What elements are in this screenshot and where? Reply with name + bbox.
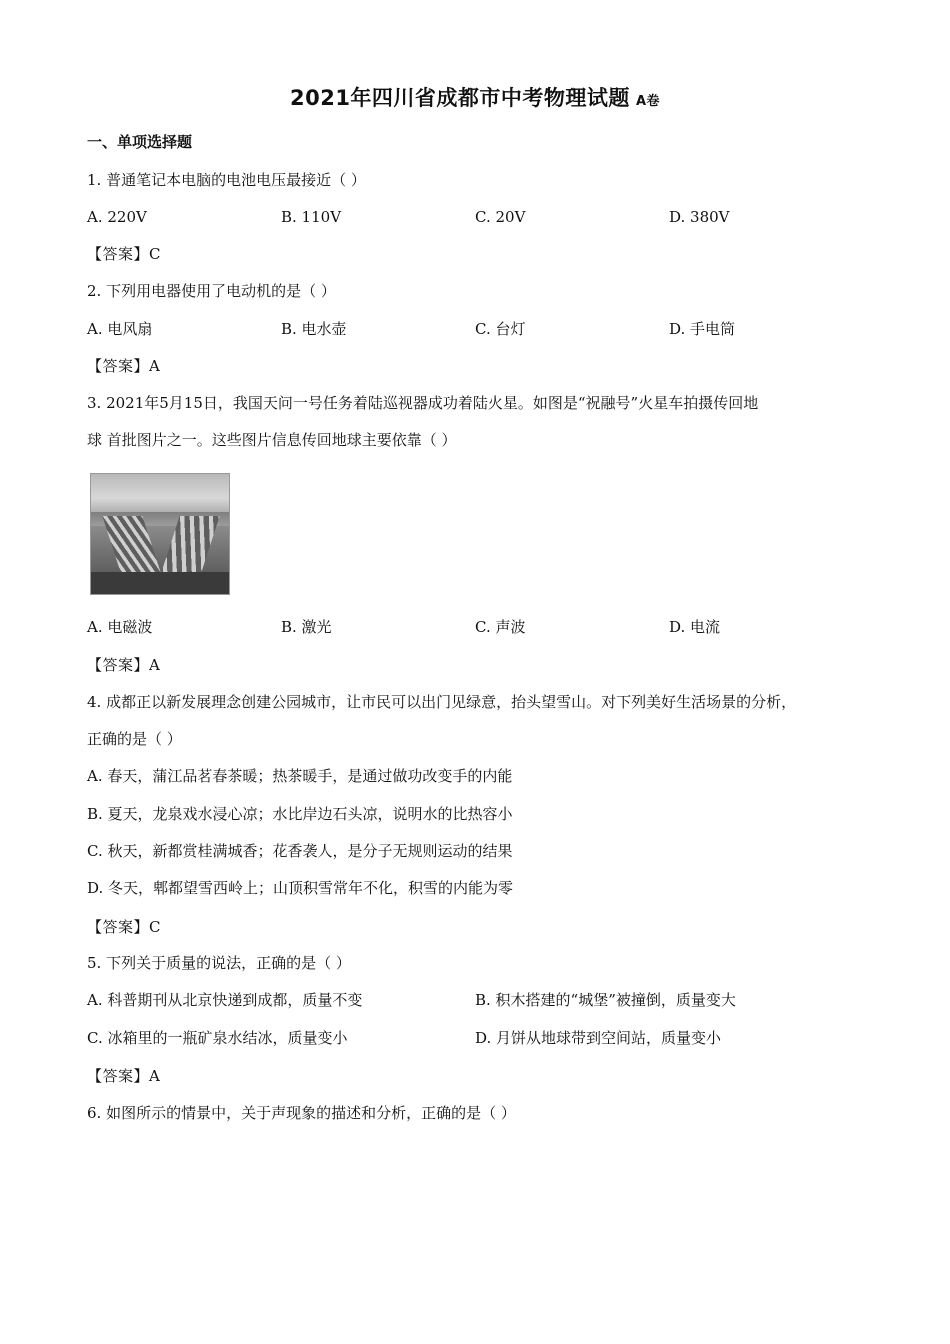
title-main: 2021年四川省成都市中考物理试题 [289,86,630,110]
question-2-answer: 【答案】A [87,357,161,375]
question-3-option-c: C. 声波 [475,618,526,636]
question-2-option-a: A. 电风扇 [87,320,153,338]
question-1-answer: 【答案】C [87,245,161,263]
question-4-option-b: B. 夏天，龙泉戏水浸心凉；水比岸边石头凉，说明水的比热容小 [87,805,513,823]
question-5-stem: 5. 下列关于质量的说法，正确的是（ ） [87,954,351,972]
question-4-stem-line-2: 正确的是（ ） [87,730,182,748]
question-6-stem: 6. 如图所示的情景中，关于声现象的描述和分析，正确的是（ ） [87,1104,516,1122]
question-5-option-a: A. 科普期刊从北京快递到成都，质量不变 [87,991,363,1009]
question-1-option-b: B. 110V [281,208,342,226]
question-4-answer: 【答案】C [87,918,161,936]
question-4-option-d: D. 冬天，郫都望雪西岭上；山顶积雪常年不化，积雪的内能为零 [87,879,514,897]
question-5-option-b: B. 积木搭建的“城堡”被撞倒，质量变大 [475,991,736,1009]
question-3-option-a: A. 电磁波 [87,618,153,636]
question-3-stem-line-2: 球 首批图片之一。这些图片信息传回地球主要依靠（ ） [87,431,457,449]
question-1-option-d: D. 380V [669,208,730,226]
document-title [0,82,950,112]
question-5-option-d: D. 月饼从地球带到空间站，质量变小 [475,1029,722,1047]
question-3-option-b: B. 激光 [281,618,332,636]
question-3-stem-line-1: 3. 2021年5月15日，我国天问一号任务着陆巡视器成功着陆火星。如图是“祝融号”火星车拍摄传回地 [87,394,759,412]
question-5-answer: 【答案】A [87,1067,161,1085]
question-3-option-d: D. 电流 [669,618,721,636]
section-heading: 一、单项选择题 [87,133,193,151]
question-1-option-c: C. 20V [475,208,526,226]
question-1-stem: 1. 普通笔记本电脑的电池电压最接近（ ） [87,171,366,189]
question-1-option-a: A. 220V [87,208,147,226]
mars-rover-photo [90,473,230,595]
title-suffix: A卷 [635,94,660,109]
question-2-stem: 2. 下列用电器使用了电动机的是（ ） [87,282,336,300]
question-2-option-d: D. 手电筒 [669,320,736,338]
question-4-option-a: A. 春天，蒲江品茗春茶暖；热茶暖手，是通过做功改变手的内能 [87,767,513,785]
question-5-option-c: C. 冰箱里的一瓶矿泉水结冰，质量变小 [87,1029,348,1047]
question-2-option-c: C. 台灯 [475,320,526,338]
question-2-option-b: B. 电水壶 [281,320,347,338]
question-4-option-c: C. 秋天，新都赏桂满城香；花香袭人，是分子无规则运动的结果 [87,842,513,860]
question-3-answer: 【答案】A [87,656,161,674]
question-4-stem-line-1: 4. 成都正以新发展理念创建公园城市，让市民可以出门见绿意，抬头望雪山。对下列美好生活场景的分析， [87,693,797,711]
